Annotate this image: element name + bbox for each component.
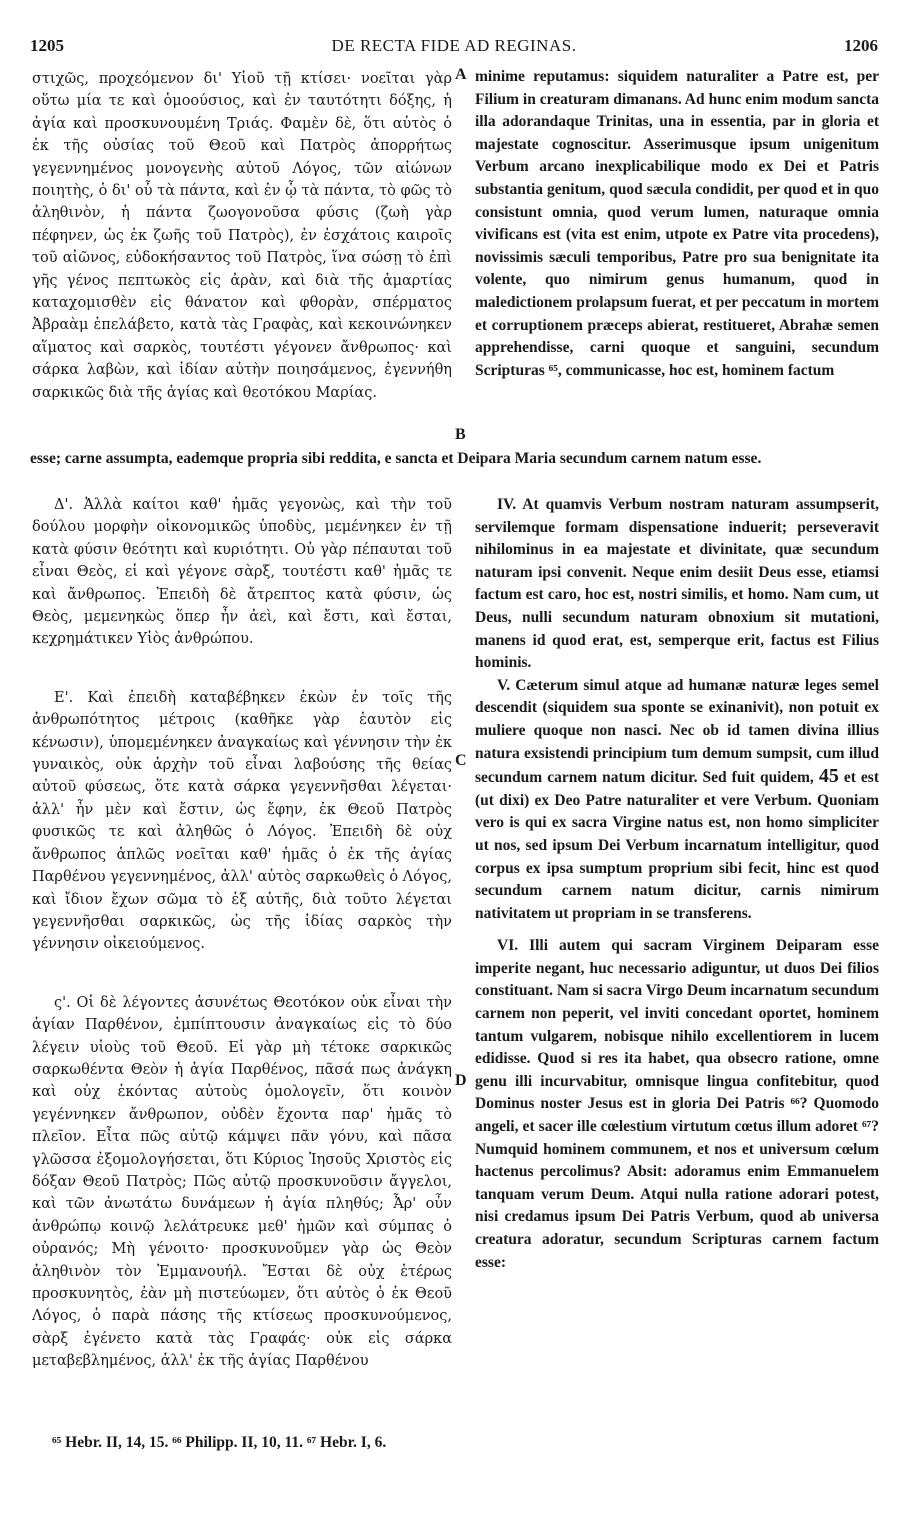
running-title: DE RECTA FIDE AD REGINAS.: [331, 36, 577, 55]
latin-paragraph-5a: V. Cæterum simul atque ad humanæ naturæ leges semel descendit (siquidem sua sponte se exinanivit), non potuit ex muliere quoque non nasci. Nec ob id tamen divina illius natura exsistendi principium tum demum sumpsit, cum illud secundum carnem natum dicitur. Sed fuit quidem,: [475, 676, 879, 787]
latin-paragraph-5b: et est (ut dixi) ex Deo Patre naturaliter et vere Verbum. Quoniam vero is qui ex sacra Virgine natus est, non homo simpliciter ut nos, sed ipsum Dei Verbum incarnatum intelligitur, quod corpus ex ipsa sumptum proprium sibi fecit, hinc est quod secundum carnem natum dicitur, carnis nimirum nativitatem ut propriam in se transferens.: [475, 769, 879, 922]
greek-paragraph-1: στιχῶς, προχεόμενον δι' Υἱοῦ τῇ κτίσει· νοεῖται γὰρ οὕτω μία τε καὶ ὁμοούσιος, καὶ ἐν ταυτότητι δόξης, ἡ ἁγία καὶ προσκυνουμένη Τριάς. Φαμὲν δὲ, ὅτι αὐτὸς ὁ ἐκ τῆς οὐσίας τοῦ Θεοῦ καὶ Πατρὸς ἀπορρήτως γεγεννημένος μονογενὴς αὐτοῦ Λόγος, τῶν αἰώνων ποιητὴς, ὁ δι' οὗ τὰ πάντα, καὶ ἐν ᾧ τὰ πάντα, τὸ φῶς τὸ ἀληθινὸν, ἡ πάντα ζωογονοῦσα φύσις (ζωὴ γὰρ πέφηνεν, ὡς ἐκ ζωῆς τοῦ Πατρὸς), ἐν ἐσχάτοις καιροῖς τοῦ αἰῶνος, εὐδοκήσαντος τοῦ Πατρὸς, ἵνα σώσῃ τὸ ἐπὶ γῆς γένος πεπτωκὸς εἰς ἀρὰν, καὶ διὰ τῆς ἁμαρτίας καταχομισθὲν εἰς θάνατον καὶ φθορὰν, σπέρματος Ἀβραὰμ ἐπελάβετο, κατὰ τὰς Γραφὰς, καὶ κεκοινώνηκεν αἵματος καὶ σαρκὸς, τουτέστι γέγονεν ἄνθρωπος· καὶ σάρκα λαβὼν, καὶ ἰδίαν αὐτὴν ποιησάμενος, ἐγεννήθη σαρκικῶς διὰ τῆς ἁγίας καὶ θεοτόκου Μαρίας.: [32, 71, 452, 401]
page-header: [30, 36, 878, 58]
latin-continuation: esse; carne assumpta, eademque propria sibi reddita, e sancta et Deipara Maria secundum carnem natum esse.: [30, 450, 762, 467]
greek-paragraph-6: ς'. Οἱ δὲ λέγοντες ἀσυνέτως Θεοτόκον οὐκ εἶναι τὴν ἁγίαν Παρθένον, ἐμπίπτουσιν ἀναγκαίως εἰς τὸ δύο λέγειν υἱοὺς τοῦ Θεοῦ. Εἰ γὰρ μὴ τέτοκε σαρκικῶς σαρκωθέντα Θεὸν ἡ ἁγία Παρθένος, πᾶσά πως ἀνάγκη καὶ οὐχ ἑκόντας αὐτοὺς ὁμολογεῖν, ὅτι κοινὸν γεγέννηκεν ἄνθρωπον, οὐδὲν ἔχοντα παρ' ἡμᾶς τὸ πλεῖον. Εἶτα πῶς αὐτῷ κάμψει πᾶν γόνυ, καὶ πᾶσα γλῶσσα ἐξομολογήσεται, ὅτι Κύριος Ἰησοῦς Χριστὸς εἰς δόξαν Θεοῦ Πατρὸς; Πῶς αὐτῷ προσκυνοῦσιν ἄγγελοι, καὶ τῶν ἀνωτάτω δυνάμεων ἡ ἁγία πληθύς; Ἆρ' οὖν ἀνθρώπῳ κοινῷ λελάτρευκε μεθ' ἡμῶν καὶ σύμπας ὁ οὐρανός; Μὴ γένοιτο· προσκυνοῦμεν γὰρ ὡς Θεὸν ἀληθινὸν τὸν Ἐμμανουήλ. Ἔσται δὲ οὐχ ἑτέρως προσκυνητὸς, ἐὰν μὴ πιστεύωμεν, ὅτι αὐτὸς ὁ ἐκ Θεοῦ Λόγος, ὁ παρὰ πάσης τῆς κτίσεως προσκυνούμενος, σὰρξ ἐγένετο κατὰ τὰς Γραφάς· οὐκ εἰς σάρκα μεταβεβλημένος, ἀλλ' ἐκ τῆς ἁγίας Παρθένου: [32, 994, 452, 1370]
latin-paragraph-5: [475, 675, 879, 926]
greek-column-top: [32, 68, 452, 404]
latin-column-top: [475, 66, 879, 382]
margin-letter-a: A: [455, 66, 467, 83]
footnotes: ⁶⁵ Hebr. II, 14, 15. ⁶⁶ Philipp. II, 10, 11. ⁶⁷ Hebr. I, 6.: [52, 1434, 387, 1451]
latin-paragraph-1: minime reputamus: siquidem naturaliter a Patre est, per Filium in creaturam dimanans. Ad hunc enim modum sancta illa adorandaque Trinitas, una in essentia, par in gloria et majestate cognoscitur. Asserimusque ipsum unigenitum Verbum arcano inexplicabilique modo ex Dei et Patris substantia genitum, quod sæcula condidit, per quod et in quo consistunt omnia, quod verum lumen, naturaque omnia vivificans est (vita est enim, utpote ex Patre vita procedens), novissimis sæculi temporibus, Patre pro sua benignitate ita volente, quo nimirum genus humanum, quod in maledictionem prolapsum fuerat, et per peccatum in mortem et corruptionem præceps abierat, restitueret, Abrahæ semen apprehendisse, carni quoque et sanguini, secundum Scripturas ⁶⁵, communicasse, hoc est, hominem factum: [475, 68, 879, 379]
margin-letter-b: B: [455, 426, 466, 443]
latin-paragraph-6: VI. Illi autem qui sacram Virginem Deiparam esse imperite negant, huc necessario adiguntur, ut duos Dei filios constituant. Nam si sacra Virgo Deum incarnatum secundum carnem non peperit, vel inviti concedant oportet, hominem tantum vulgarem, nobisque nihilo excellentiorem in lucem edidisse. Quod si res ita habet, qua obsecro ratione, omne genu illi incurvabitur, omnisque lingua confitebitur, quod Dominus noster Jesus est in gloria Dei Patris ⁶⁶? Quomodo angeli, et sacer ille cœlestium virtutum cœtus illum adoret ⁶⁷? Numquid hominem communem, et nos et universum cœlum hactenus percolimus? Absit: adoramus enim Emmanuelem tanquam verum Deum. Atqui nulla ratione adorari potest, nisi credamus ipsum Dei Patris Verbum, quod ab universa creatura adoratur, secundum Scripturas carnem factum esse:: [475, 937, 879, 1271]
greek-paragraph-5: Ε'. Καὶ ἐπειδὴ καταβέβηκεν ἑκὼν ἐν τοῖς τῆς ἀνθρωπότητος μέτροις (καθῆκε γὰρ ἑαυτὸν εἰς κένωσιν), ὑπομεμένηκεν ἀναγκαίως καὶ γέννησιν τὴν ἐκ γυναικὸς, οὐκ ἀρχὴν τοῦ εἶναι λαβούσης τῆς θείας αὐτοῦ φύσεως, ὅτε κατὰ σάρκα γεγεννῆσθαι λέγεται· ἀλλ' ἦν μὲν καὶ ἔστιν, ὡς ἔφην, ἐκ Θεοῦ Πατρὸς φυσικῶς τε καὶ ἀληθῶς ὁ Λόγος. Ἐπειδὴ δὲ οὐχ ἄνθρωπος ἁπλῶς νοεῖται καθ' ἡμᾶς ὁ ἐκ τῆς ἁγίας Παρθένου γεγεννημένος, ἀλλ' αὐτὸς σαρκωθεὶς ὁ Λόγος, καὶ ἴδιον ἔχων σῶμα τὸ ἐξ αὐτῆς, διὰ τοῦτο λέγεται γεγεννῆσθαι σαρκικῶς, ὡς τῆς ἰδίας σαρκὸς τὴν γέννησιν οἰκειούμενος.: [32, 689, 452, 953]
greek-paragraph-4: Δ'. Ἀλλὰ καίτοι καθ' ἡμᾶς γεγονὼς, καὶ τὴν τοῦ δούλου μορφὴν οἰκονομικῶς ὑποδὺς, μεμένηκεν ἐν τῇ κατὰ φύσιν θεότητι καὶ κυριότητι. Οὐ γὰρ πέπαυται τοῦ εἶναι Θεὸς, εἰ καὶ γέγονε σὰρξ, τουτέστι καθ' ἡμᾶς τε καὶ ἄνθρωπος. Ἐπειδὴ δὲ ἄτρεπτος κατὰ φύσιν, ὡς Θεὸς, μεμενηκὼς ὅπερ ἦν ἀεὶ, καὶ ἔστι, καὶ ἔσται, κεχρημάτικεν Υἱὸς ἀνθρώπου.: [32, 497, 452, 648]
marginal-page-number: 45: [818, 765, 839, 788]
latin-column-bottom: [475, 494, 879, 1274]
margin-letter-c: C: [455, 752, 467, 769]
greek-column-bottom: [32, 494, 452, 1373]
latin-paragraph-4: IV. At quamvis Verbum nostram naturam assumpserit, servilemque formam dispensatione induerit; perseveravit nihilominus in ea majestate et divinitate, quæ secundum naturam ipsi convenit. Neque enim desiit Deus esse, etiamsi factum est caro, hoc est, nostri similis, et homo. Nam cum, ut Deus, nulli secundum naturam obnoxium sit mutationi, manens id quod erat, est, semperque erit, factus est Filius hominis.: [475, 496, 879, 672]
page-number-left: 1205: [30, 36, 64, 55]
margin-letter-d: D: [455, 1072, 467, 1089]
page-number-right: 1206: [844, 36, 878, 55]
